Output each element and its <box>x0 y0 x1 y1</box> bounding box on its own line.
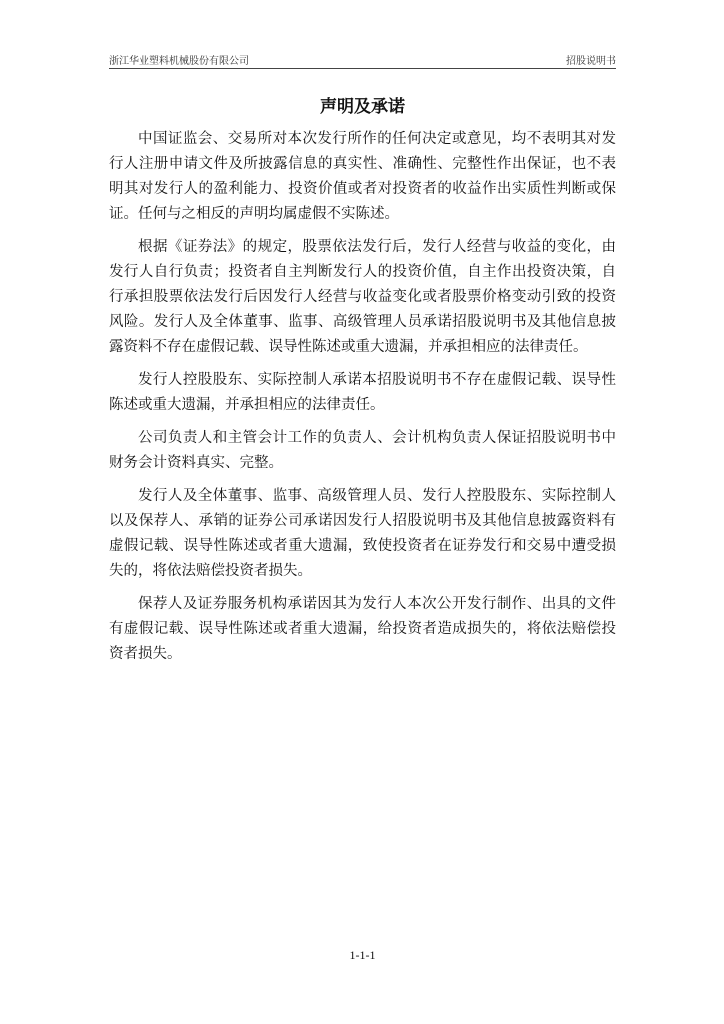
page-title: 声明及承诺 <box>320 97 405 117</box>
header-company: 浙江华业塑料机械股份有限公司 <box>109 56 249 67</box>
paragraph-6: 保荐人及证券服务机构承诺因其为发行人本次公开发行制作、出具的文件有虚假记载、误导性陈述或者重大遗漏，给投资者造成损失的，将依法赔偿投资者损失。 <box>109 596 616 662</box>
page-number: 1-1-1 <box>349 948 376 962</box>
paragraph-1: 中国证监会、交易所对本次发行所作的任何决定或意见，均不表明其对发行人注册申请文件及所披露信息的真实性、准确性、完整性作出保证，也不表明其对发行人的盈利能力、投资价值或者对投资者的收益作出实质性判断或保证。任何与之相反的声明均属虚假不实陈述。 <box>109 131 616 222</box>
paragraph-3: 发行人控股股东、实际控制人承诺本招股说明书不存在虚假记载、误导性陈述或重大遗漏，并承担相应的法律责任。 <box>109 372 616 413</box>
paragraph-4: 公司负责人和主管会计工作的负责人、会计机构负责人保证招股说明书中财务会计资料真实、完整。 <box>109 430 616 471</box>
header-doc-type: 招股说明书 <box>566 56 616 67</box>
paragraph-5: 发行人及全体董事、监事、高级管理人员、发行人控股股东、实际控制人以及保荐人、承销的证券公司承诺因发行人招股说明书及其他信息披露资料有虚假记载、误导性陈述或者重大遗漏，致使投资者在证券发行和交易中遭受损失的，将依法赔偿投资者损失。 <box>109 488 616 579</box>
paragraph-2: 根据《证券法》的规定，股票依法发行后，发行人经营与收益的变化，由发行人自行负责；投资者自主判断发行人的投资价值，自主作出投资决策，自行承担股票依法发行后因发行人经营与收益变化或者股票价格变动引致的投资风险。发行人及全体董事、监事、高级管理人员承诺招股说明书及其他信息披露资料不存在虚假记载、误导性陈述或重大遗漏，并承担相应的法律责任。 <box>109 239 616 355</box>
document-body <box>109 127 616 675</box>
page-header <box>109 50 616 69</box>
